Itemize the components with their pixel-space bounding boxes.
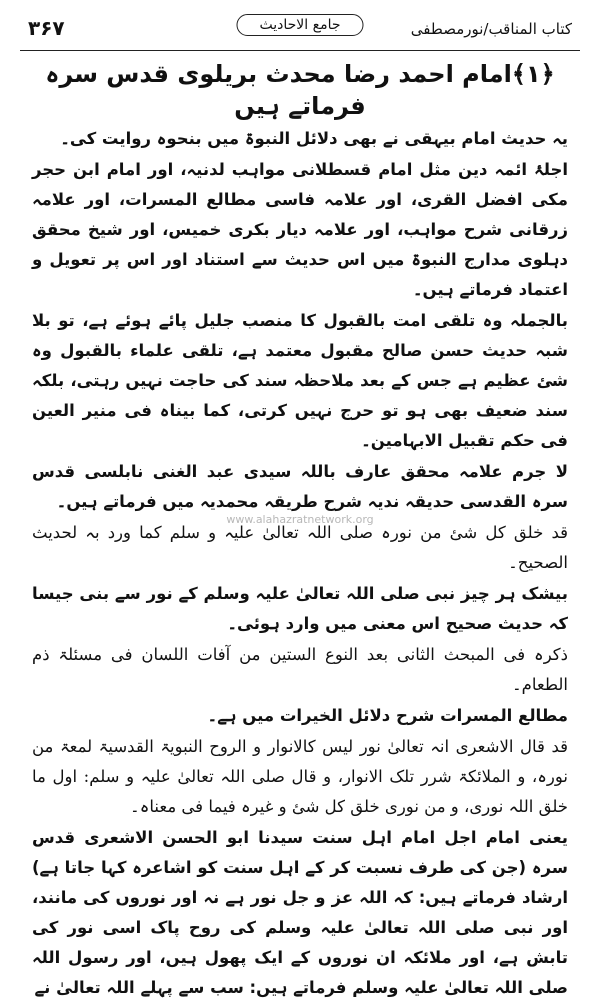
paragraph-4: لا جرم علامہ محقق عارف باللہ سیدی عبد الغنی نابلسی قدس سرہ القدسی حدیقہ ندیہ شرح طریقہ محمدیہ میں فرماتے ہیں۔ (32, 462, 568, 511)
page-body (32, 58, 568, 1004)
paragraph-3: بالجملہ وہ تلقی امت بالقبول کا منصب جلیل پائے ہوئے ہے، تو بلا شبہ حدیث حسن صالح مقبول معتمد ہے، تلقی علماء بالقبول وہ شئ عظیم ہے جس کے بعد ملاحظہ سند کی حاجت نہیں رہتی، بلکہ سند ضعیف بھی ہو تو حرج نہیں کرتی، کما بیناہ فی منیر العین فی حکم تقبیل الابہامین۔ (32, 311, 568, 450)
arabic-quote-3: قد قال الاشعری انہ تعالیٰ نور لیس کالانوار و الروح النبویۃ القدسیۃ لمعۃ من نورہ، و الملائکۃ شرر تلک الانوار، و قال صلی اللہ تعالیٰ علیہ و سلم: اول ما خلق اللہ نوری، و من نوری خلق کل شئ و غیرہ فیما فی معناہ۔ (32, 737, 568, 816)
arabic-quote-2: ذکرہ فی المبحث الثانی بعد النوع الستین من آفات اللسان فی مسئلۃ ذم الطعام۔ (32, 645, 568, 694)
section-heading: ﴿۱﴾امام احمد رضا محدث بریلوی قدس سرہ فرماتے ہیں (45, 60, 555, 120)
running-title: کتاب المناقب/نورمصطفی (410, 20, 572, 38)
header-divider (20, 50, 580, 51)
paragraph-1: یہ حدیث امام بیہقی نے بھی دلائل النبوۃ میں بنحوہ روایت کی۔ (60, 129, 568, 148)
paragraph-5: بیشک ہر چیز نبی صلی اللہ تعالیٰ علیہ وسلم کے نور سے بنی جیسا کہ حدیث صحیح اس معنی میں وارد ہوئی۔ (32, 584, 568, 633)
watermark-text: www.alahazratnetwork.org (226, 513, 374, 526)
paragraph-2: اجلۂ ائمہ دین مثل امام قسطلانی مواہب لدنیہ، اور امام ابن حجر مکی افضل القری، اور علامہ فاسی مطالع المسرات، اور علامہ زرقانی شرح مواہب، اور علامہ دیار بکری خمیس، اور شیخ محقق دہلوی مدارج النبوۃ میں اس حدیث سے استناد اور اس پر تعویل و اعتماد فرماتے ہیں۔ (32, 160, 568, 299)
paragraph-7: یعنی امام اجل امام اہل سنت سیدنا ابو الحسن الاشعری قدس سرہ (جن کی طرف نسبت کر کے اہل سنت کو اشاعرہ کہا جاتا ہے) ارشاد فرماتے ہیں: کہ اللہ عز و جل نور ہے نہ اور نوروں کی مانند، اور نبی صلی اللہ تعالیٰ علیہ وسلم کی روح پاک اسی نور کی تابش ہے، اور ملائکہ ان نوروں کے ایک پھول ہیں، اور رسول اللہ صلی اللہ تعالیٰ علیہ وسلم فرماتے ہیں: سب سے پہلے اللہ تعالیٰ نے (32, 828, 568, 997)
page-number: ۳۶۷ (28, 16, 65, 40)
page-header (20, 12, 580, 52)
arabic-quote-1: قد خلق کل شئ من نورہ صلی اللہ تعالیٰ علیہ و سلم کما ورد بہ لحدیث الصحیح۔ (32, 523, 568, 572)
paragraph-6: مطالع المسرات شرح دلائل الخیرات میں ہے۔ (207, 706, 568, 725)
book-title-badge: جامع الاحادیث (237, 14, 364, 36)
